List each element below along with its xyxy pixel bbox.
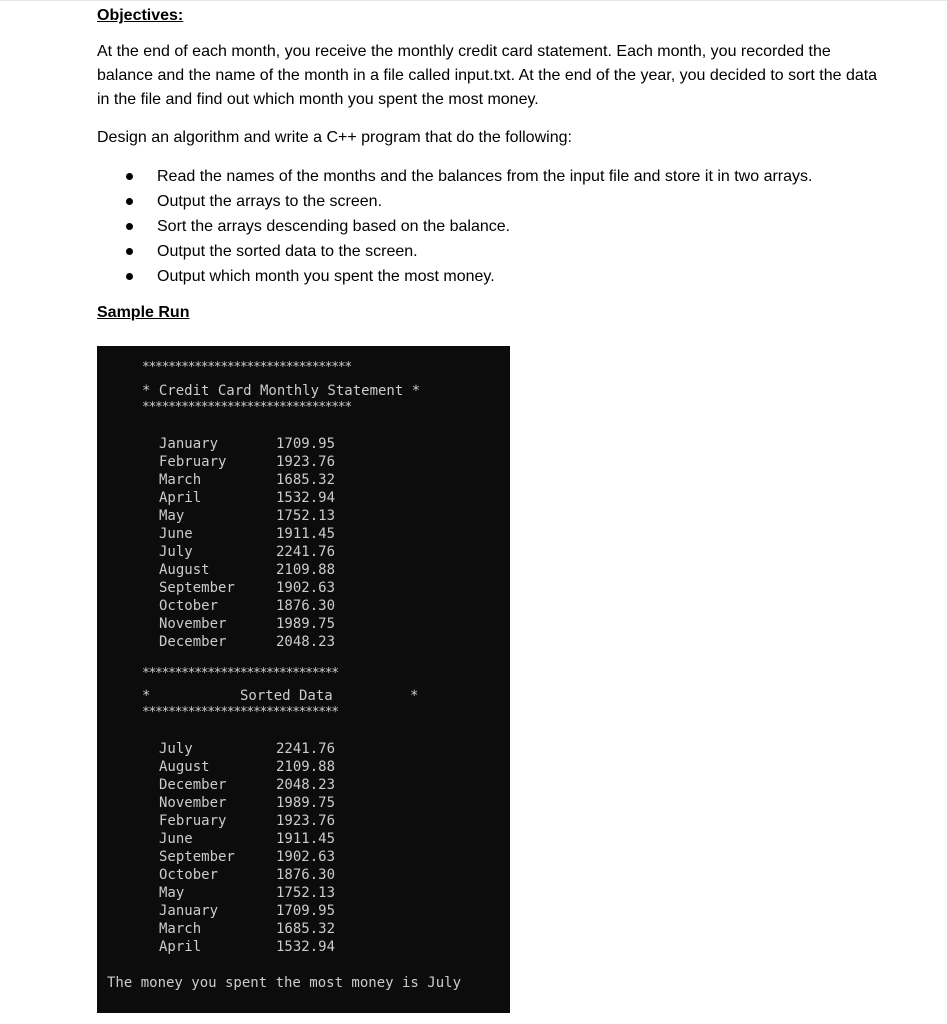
balance-value: 1902.63 — [276, 580, 336, 596]
table-row — [159, 633, 419, 651]
sorted-title-star-right: * — [410, 688, 419, 704]
list-item — [120, 264, 812, 289]
balance-value: 1911.45 — [276, 831, 336, 847]
month-name: November — [159, 795, 227, 811]
balance-value: 1685.32 — [276, 921, 336, 937]
sample-run-heading: Sample Run — [97, 304, 190, 321]
month-name: September — [159, 849, 235, 865]
month-name: December — [159, 777, 227, 793]
table-row — [159, 758, 419, 776]
console-stars-line: ******************************** — [142, 360, 351, 375]
month-name: November — [159, 616, 227, 632]
bullet-icon — [126, 273, 133, 280]
month-name: March — [159, 472, 202, 488]
console-output — [97, 346, 510, 1013]
table-row — [159, 902, 419, 920]
balance-value: 1685.32 — [276, 472, 336, 488]
month-name: July — [159, 544, 193, 560]
table-row — [159, 938, 419, 956]
page-top-border — [0, 0, 947, 1]
table-row — [159, 435, 419, 453]
month-name: June — [159, 526, 193, 542]
table-row — [159, 920, 419, 938]
table-row — [159, 740, 419, 758]
balance-value: 1923.76 — [276, 454, 336, 470]
list-item — [120, 189, 812, 214]
balance-value: 2241.76 — [276, 741, 336, 757]
balance-value: 1989.75 — [276, 616, 336, 632]
list-item — [120, 214, 812, 239]
console-stars-line: ****************************** — [142, 666, 338, 681]
balance-value: 1532.94 — [276, 939, 336, 955]
month-name: October — [159, 598, 219, 614]
balance-value: 1752.13 — [276, 885, 336, 901]
list-item-text: Output the arrays to the screen. — [157, 193, 383, 210]
table-row — [159, 776, 419, 794]
list-item-text: Output which month you spent the most money. — [157, 268, 495, 285]
balance-value: 2048.23 — [276, 634, 336, 650]
table-row — [159, 848, 419, 866]
balance-value: 1989.75 — [276, 795, 336, 811]
table-row — [159, 507, 419, 525]
balance-value: 1752.13 — [276, 508, 336, 524]
month-name: December — [159, 634, 227, 650]
bullet-icon — [126, 198, 133, 205]
balance-value: 1709.95 — [276, 436, 336, 452]
balance-value: 1902.63 — [276, 849, 336, 865]
list-item-text: Sort the arrays descending based on the balance. — [157, 218, 511, 235]
table-row — [159, 615, 419, 633]
month-name: April — [159, 490, 202, 506]
month-name: May — [159, 885, 185, 901]
table-row — [159, 561, 419, 579]
objectives-heading: Objectives: — [97, 7, 184, 24]
balance-value: 1709.95 — [276, 903, 336, 919]
list-item — [120, 164, 812, 189]
month-name: August — [159, 562, 210, 578]
month-name: August — [159, 759, 210, 775]
result-line: The money you spent the most money is July — [107, 975, 462, 991]
list-item — [120, 239, 812, 264]
month-name: April — [159, 939, 202, 955]
intro-paragraph: At the end of each month, you receive the monthly credit card statement. Each month, you recorded the balance and the name of the month in a file called input.txt. At the end of the year, you decided to sort the data in the file and find out which month you spent the most money. — [97, 43, 878, 108]
month-name: February — [159, 813, 227, 829]
sorted-title: Sorted Data — [240, 688, 333, 704]
table-row — [159, 471, 419, 489]
bullet-icon — [126, 248, 133, 255]
month-name: February — [159, 454, 227, 470]
balance-value: 1532.94 — [276, 490, 336, 506]
list-item-text: Read the names of the months and the balances from the input file and store it in two arrays. — [157, 168, 813, 185]
bullet-icon — [126, 173, 133, 180]
table-row — [159, 830, 419, 848]
balance-value: 2109.88 — [276, 562, 336, 578]
balance-value: 2241.76 — [276, 544, 336, 560]
balance-value: 1876.30 — [276, 598, 336, 614]
balance-value: 1876.30 — [276, 867, 336, 883]
month-name: March — [159, 921, 202, 937]
list-item-text: Output the sorted data to the screen. — [157, 243, 418, 260]
month-name: July — [159, 741, 193, 757]
month-name: October — [159, 867, 219, 883]
console-stars-line: ******************************** — [142, 400, 351, 415]
table-row — [159, 866, 419, 884]
month-name: January — [159, 436, 219, 452]
balance-value: 2048.23 — [276, 777, 336, 793]
table-row — [159, 794, 419, 812]
month-name: September — [159, 580, 235, 596]
balance-value: 2109.88 — [276, 759, 336, 775]
table-row — [159, 489, 419, 507]
month-name: June — [159, 831, 193, 847]
design-paragraph: Design an algorithm and write a C++ program that do the following: — [97, 129, 572, 146]
bullet-icon — [126, 223, 133, 230]
table-row — [159, 525, 419, 543]
month-name: January — [159, 903, 219, 919]
sorted-title-star-left: * — [142, 688, 151, 704]
balance-value: 1911.45 — [276, 526, 336, 542]
table-row — [159, 543, 419, 561]
console-stars-line: ****************************** — [142, 705, 338, 720]
requirements-list — [120, 164, 812, 289]
table-row — [159, 453, 419, 471]
table-row — [159, 597, 419, 615]
balance-value: 1923.76 — [276, 813, 336, 829]
table-row — [159, 884, 419, 902]
month-name: May — [159, 508, 185, 524]
console-title-line: * Credit Card Monthly Statement * — [142, 383, 421, 399]
table-row — [159, 812, 419, 830]
table-row — [159, 579, 419, 597]
